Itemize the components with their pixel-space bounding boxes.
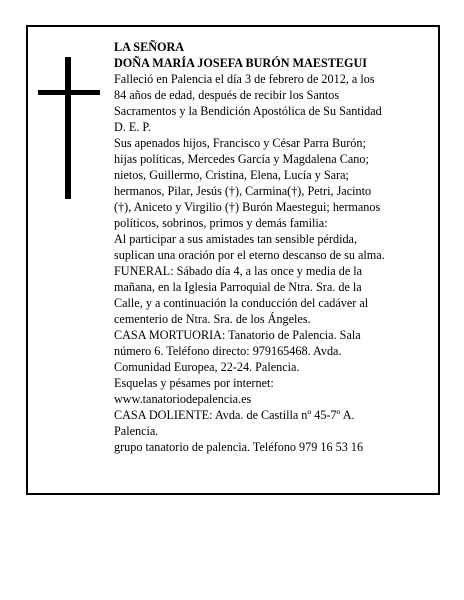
cross-vertical-bar (65, 57, 71, 199)
request-line: Al participar a sus amistades tan sensible pérdida, (114, 232, 358, 246)
passing-line: 84 años de edad, después de recibir los Santos (114, 88, 340, 102)
funeral-line: cementerio de Ntra. Sra. de los Ángeles. (114, 312, 311, 326)
family-line: nietos, Guillermo, Cristina, Elena, Lucía y Sara; (114, 168, 349, 182)
internet-line: Esquelas y pésames por internet: (114, 376, 274, 390)
heading-line-2: DOÑA MARÍA JOSEFA BURÓN MAESTEGUI (114, 56, 368, 70)
footer-line: grupo tanatorio de palencia. Teléfono 979 16 53 16 (114, 440, 364, 454)
family-line: (†), Aniceto y Virgilio (†) Burón Maestegui; hermanos (114, 200, 381, 214)
funeral-line: mañana, en la Iglesia Parroquial de Ntra. Sra. de la (114, 280, 362, 294)
request-line: suplican una oración por el eterno descanso de su alma. (114, 248, 385, 262)
passing-paragraph (114, 71, 434, 135)
funeral-home-line: CASA MORTUORIA: Tanatorio de Palencia. Sala (114, 328, 361, 342)
website-link[interactable]: www.tanatoriodepalencia.es (114, 392, 252, 406)
funeral-home-line: Comunidad Europea, 22-24. Palencia. (114, 360, 300, 374)
passing-line: D. E. P. (114, 120, 151, 134)
funeral-line: Calle, y a continuación la conducción del cadáver al (114, 296, 369, 310)
obituary-notice (26, 25, 440, 495)
funeral-line: FUNERAL: Sábado día 4, a las once y media de la (114, 264, 363, 278)
funeral-paragraph (114, 263, 434, 327)
cross-horizontal-bar (38, 90, 100, 95)
family-line: hermanos, Pilar, Jesús (†), Carmina(†), Petri, Jacinto (114, 184, 372, 198)
family-line: Sus apenados hijos, Francisco y César Parra Burón; (114, 136, 366, 150)
passing-line: Falleció en Palencia el día 3 de febrero de 2012, a los (114, 72, 375, 86)
cross-icon (38, 57, 100, 199)
request-paragraph (114, 231, 434, 263)
family-paragraph (114, 135, 434, 231)
notice-text (114, 39, 434, 455)
home-line: CASA DOLIENTE: Avda. de Castilla nº 45-7º A. (114, 408, 355, 422)
home-line: Palencia. (114, 424, 159, 438)
family-line: hijas políticas, Mercedes García y Magdalena Cano; (114, 152, 369, 166)
footer-paragraph (114, 439, 434, 455)
heading (114, 39, 434, 71)
passing-line: Sacramentos y la Bendición Apostólica de Su Santidad (114, 104, 382, 118)
home-paragraph (114, 407, 434, 439)
funeral-home-line: número 6. Teléfono directo: 979165468. Avda. (114, 344, 342, 358)
internet-paragraph (114, 375, 434, 407)
heading-line-1: LA SEÑORA (114, 40, 185, 54)
family-line: políticos, sobrinos, primos y demás familia: (114, 216, 328, 230)
funeral-home-paragraph (114, 327, 434, 375)
